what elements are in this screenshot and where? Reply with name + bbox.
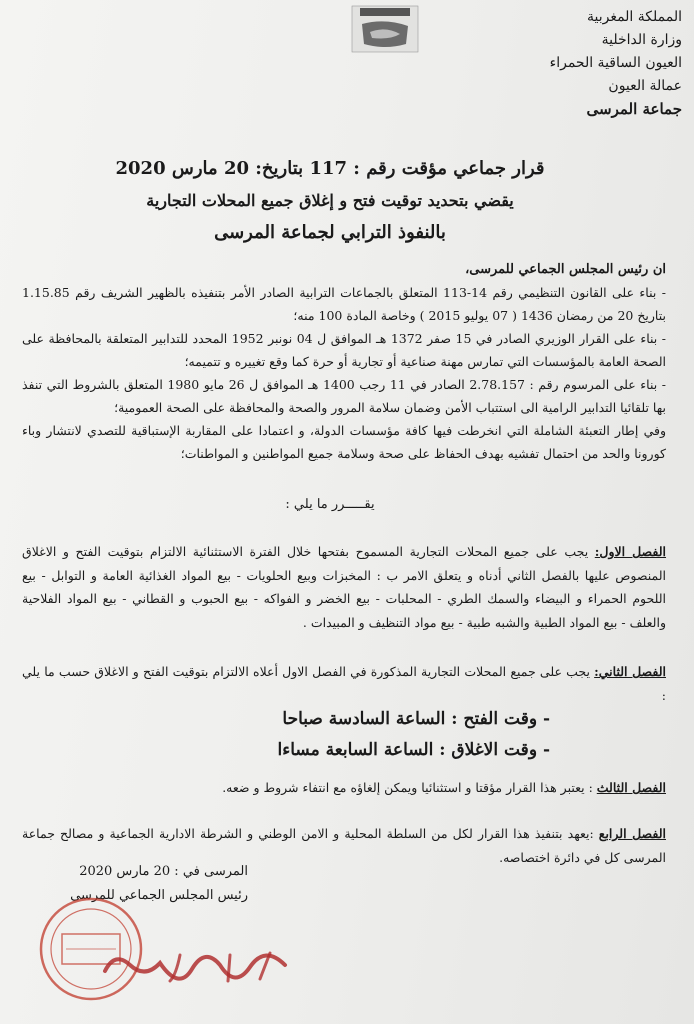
preamble-paragraph-4: وفي إطار التعبئة الشاملة التي انخرطت فيها كافة مؤسسات الدولة، و اعتمادا على المقاربة الإستباقية للتصدي لانتشار وباء كورونا والحد من احتمال تفشيه بهدف الحفاظ على صحة وسلامة جميع المواطنين و المواطنات؛ (22, 423, 666, 461)
article-1-title: الفصل الاول: (594, 544, 667, 559)
decides-heading: يقـــــرر ما يلي : (285, 497, 375, 512)
region-line: العيون الساقية الحمراء (549, 55, 682, 71)
preamble-lead: ان رئيس المجلس الجماعي للمرسى، (465, 262, 666, 277)
article-2-title: الفصل الثاني: (594, 664, 666, 679)
article-2 (22, 660, 666, 707)
article-1-text: يجب على جميع المحلات التجارية المسموح بفتحها خلال الفترة الاستثنائية الالتزام بتوقيت الفتح و الاغلاق المنصوص عليها بالفصل الثاني أدناه و يتعلق الامر ب : المخبزات وبيع الحلويات - بيع المواد الغذائية العامة و التوابل - بيع اللحوم الحمراء و البيضاء والسمك الطري - المحلبات - بيع الخضر و الفواكه - بيع الحبوب و القطاني - بيع المواد الفلاحية والعلف - بيع المواد الطبية والشبه طبية - بيع مواد التنظيف و المبيدات . (22, 544, 666, 630)
preamble-paragraph-1: - بناء على القانون التنظيمي رقم 14-113 المتعلق بالجماعات الترابية الصادر الأمر بتنفيذه بالظهير الشريف رقم 1.15.85 بتاريخ 20 من رمضان 1436 ( 07 يوليو 2015 ) وخاصة المادة 100 منه؛ (22, 285, 666, 323)
decree-scope-title: بالنفوذ الترابي لجماعة المرسى (214, 222, 446, 243)
issuer-header (422, 6, 682, 121)
preamble-paragraph-3: - بناء على المرسوم رقم : 2.78.157 الصادر في 11 رجب 1400 هـ الموافق ل 26 مايو 1980 المتعلق بالشروط التي تنفذ بها تلقائيا التدابير الرامية الى استتباب الأمن وضمان سلامة المرور والصحة والمحافظة على الصحة العمومية؛ (22, 377, 666, 415)
decree-title-block (70, 152, 590, 250)
decree-number-title: قرار جماعي مؤقت رقم : 117 بتاريخ: 20 مارس 2020 (115, 158, 545, 179)
handwritten-signature (100, 935, 290, 995)
commune-line: جماعة المرسى (586, 100, 682, 118)
place-and-date: المرسى في : 20 مارس 2020 (79, 864, 248, 879)
article-4-text: :يعهد بتنفيذ هذا القرار لكل من السلطة المحلية و الامن الوطني و الشرطة الادارية الجماعية و مصالح جماعة المرسى كل في دائرة اختصاصه. (22, 826, 666, 865)
prefecture-line: عمالة العيون (608, 78, 682, 94)
article-3 (22, 776, 666, 800)
opening-hours (170, 704, 550, 766)
preamble (22, 258, 666, 465)
decree-subject-title: يقضي بتحديد توقيت فتح و إغلاق جميع المحلات التجارية (146, 191, 514, 210)
closing-time: - وقت الاغلاق : الساعة السابعة مساءا (277, 740, 550, 760)
article-4-title: الفصل الرابع (598, 826, 666, 841)
article-2-text: يجب على جميع المحلات التجارية المذكورة في الفصل الاول أعلاه الالتزام بتوقيت الفتح و الاغلاق حسب ما يلي : (22, 664, 666, 703)
opening-time: - وقت الفتح : الساعة السادسة صباحا (282, 709, 550, 729)
article-3-text: : يعتبر هذا القرار مؤقتا و استثنائيا ويمكن إلغاؤه مع انتفاء شروط و ضعه. (222, 780, 597, 795)
preamble-paragraph-2: - بناء على القرار الوزيري الصادر في 15 صفر 1372 هـ الموافق ل 04 نونبر 1952 المحدد للتدابير المتعلقة بالمحافظة على الصحة العامة بالمؤسسات التي تمارس مهنة صناعية أو تجارية أو حرة كما وقع تغييره و تتميمه؛ (22, 331, 667, 369)
article-1 (22, 540, 666, 634)
article-3-title: الفصل الثالث (596, 780, 666, 795)
kingdom-line: المملكة المغربية (586, 9, 682, 25)
ministry-line: وزارة الداخلية (601, 32, 682, 48)
coat-of-arms-emblem (350, 4, 420, 54)
signatory-role: رئيس المجلس الجماعي للمرسى (70, 888, 248, 903)
